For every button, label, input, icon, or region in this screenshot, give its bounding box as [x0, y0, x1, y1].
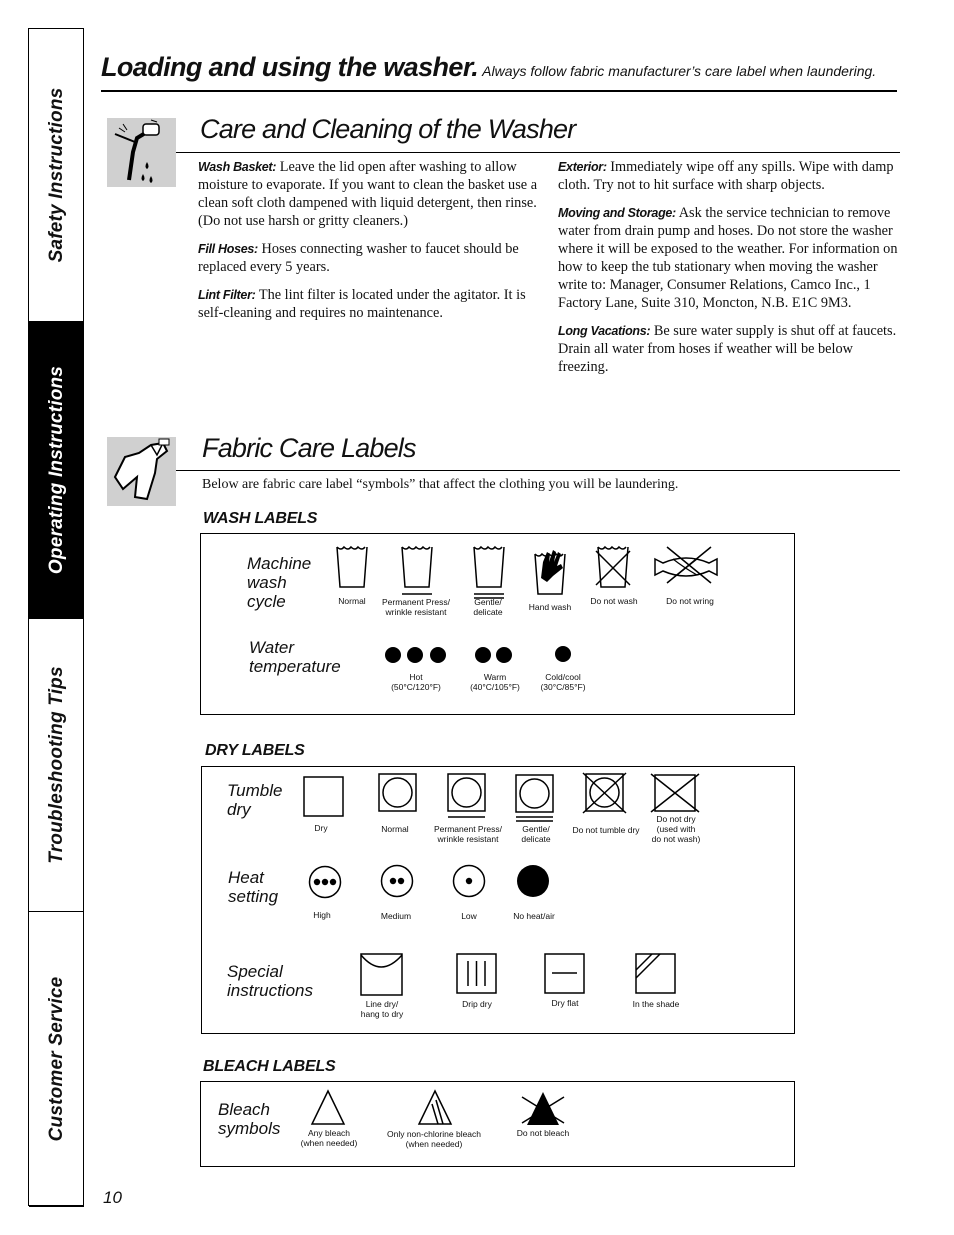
fill-hoses-label: Fill Hoses:: [198, 242, 258, 256]
exterior-label: Exterior:: [558, 160, 607, 174]
caption-do-not-dry: Do not dry (used with do not wash): [651, 814, 701, 844]
fabric-section-title: Fabric Care Labels: [202, 433, 416, 463]
hand-wash-icon: [533, 548, 567, 594]
lint-filter-paragraph: [198, 286, 542, 322]
caption-tumble-permanent-press: Permanent Press/ wrinkle resistant: [433, 824, 503, 844]
tab-customer-service[interactable]: [29, 912, 84, 1207]
warm-temperature-icon: [474, 645, 514, 665]
dry-flat-icon: [544, 953, 586, 995]
moving-label: Moving and Storage:: [558, 206, 676, 220]
washer-cleaning-icon: [107, 118, 176, 187]
vacations-text: Be sure water supply is shut off at faucets. Drain all water from hoses if weather will be below freezing.: [558, 323, 897, 375]
caption-do-not-bleach: Do not bleach: [516, 1128, 570, 1138]
tumble-normal-icon: [378, 773, 418, 813]
any-bleach-icon: [311, 1090, 345, 1126]
caption-do-not-tumble-dry: Do not tumble dry: [572, 825, 640, 835]
caption-heat-medium: Medium: [380, 911, 412, 921]
caption-heat-high: High: [313, 910, 331, 920]
hot-temperature-icon: [384, 645, 448, 665]
cold-temperature-icon: [554, 645, 574, 665]
caption-drip-dry: Drip dry: [462, 999, 492, 1009]
sidebar-divider: [83, 28, 84, 1206]
shirt-label-icon: [107, 437, 176, 506]
machine-wash-cycle-label: Machine wash cycle: [247, 554, 312, 611]
caption-non-chlorine-bleach: Only non-chlorine bleach (when needed): [386, 1129, 482, 1149]
caption-hot: Hot (50°C/120°F): [391, 672, 441, 692]
lint-filter-label: Lint Filter:: [198, 288, 256, 302]
wash-permanent-press-icon: [400, 545, 434, 591]
page-title: [101, 52, 876, 83]
page-subtitle: Always follow fabric manufacturer’s care label when laundering.: [482, 63, 877, 79]
drip-dry-icon: [456, 953, 498, 995]
caption-hand-wash: Hand wash: [528, 602, 572, 612]
tab-label: Safety Instructions: [45, 87, 67, 263]
wash-basket-paragraph: [198, 158, 542, 230]
fill-hoses-text: Hoses connecting washer to faucet should be replaced every 5 years.: [198, 241, 519, 275]
tumble-permanent-press-icon: [447, 773, 487, 819]
caption-warm: Warm (40°C/105°F): [470, 672, 520, 692]
tab-troubleshooting-tips[interactable]: [29, 619, 84, 912]
do-not-bleach-icon: [520, 1091, 566, 1127]
do-not-tumble-dry-icon: [583, 773, 627, 815]
caption-dry-in-shade: In the shade: [632, 999, 680, 1009]
care-section-title: Care and Cleaning of the Washer: [200, 114, 576, 144]
moving-paragraph: [558, 204, 904, 312]
tab-safety-instructions[interactable]: [29, 29, 84, 322]
water-temperature-label: Water temperature: [249, 638, 341, 676]
tab-label: Customer Service: [45, 976, 67, 1142]
bleach-labels-panel: [200, 1081, 795, 1167]
caption-permanent-press: Permanent Press/ wrinkle resistant: [381, 597, 451, 617]
heat-high-icon: [308, 865, 342, 899]
caption-line-dry: Line dry/ hang to dry: [360, 999, 404, 1019]
do-not-dry-icon: [651, 774, 701, 814]
tumble-dry-label: Tumble dry: [227, 781, 283, 819]
caption-tumble-gentle: Gentle/ delicate: [521, 824, 551, 844]
do-not-wash-icon: [596, 545, 630, 591]
do-not-wring-icon: [653, 545, 719, 585]
page-title-text: Loading and using the washer.: [101, 52, 479, 82]
caption-dry: Dry: [314, 823, 328, 833]
wash-gentle-icon: [472, 545, 506, 591]
tumble-dry-icon: [303, 776, 345, 818]
wash-basket-label: Wash Basket:: [198, 160, 277, 174]
exterior-text: Immediately wipe off any spills. Wipe with damp cloth. Try not to hit surface with sharp objects.: [558, 159, 894, 193]
dry-in-shade-icon: [635, 953, 677, 995]
dry-labels-heading: DRY LABELS: [205, 742, 305, 759]
wash-labels-heading: WASH LABELS: [203, 510, 318, 527]
caption-heat-none: No heat/air: [513, 911, 555, 921]
fabric-intro: Below are fabric care label “symbols” that affect the clothing you will be laundering.: [202, 477, 679, 492]
tab-operating-instructions[interactable]: [29, 322, 84, 619]
caption-gentle: Gentle/ delicate: [473, 597, 503, 617]
heat-setting-label: Heat setting: [228, 868, 279, 906]
wash-normal-icon: [335, 545, 369, 591]
wash-basket-text: Leave the lid open after washing to allow moisture to evaporate. If you want to clean the basket use a clean soft cloth dampened with liquid detergent, then rinse. (Do not use harsh or gritty cleaners.): [198, 159, 538, 229]
bleach-labels-heading: BLEACH LABELS: [203, 1058, 336, 1075]
heat-none-icon: [517, 865, 551, 899]
caption-cold: Cold/cool (30°C/85°F): [540, 672, 586, 692]
line-dry-icon: [360, 953, 404, 997]
care-right-column: [558, 158, 904, 386]
side-tab-bar: [28, 28, 83, 1206]
caption-do-not-wash: Do not wash: [590, 596, 638, 606]
bleach-symbols-label: Bleach symbols: [218, 1100, 281, 1138]
care-section-rule: [176, 152, 900, 153]
tumble-gentle-icon: [515, 774, 555, 824]
vacations-label: Long Vacations:: [558, 324, 651, 338]
page-number: 10: [103, 1188, 122, 1207]
caption-do-not-wring: Do not wring: [666, 596, 714, 606]
fill-hoses-paragraph: [198, 240, 542, 276]
special-instructions-label: Special instructions: [227, 962, 313, 1000]
tab-label: Operating Instructions: [45, 365, 67, 575]
vacations-paragraph: [558, 322, 904, 376]
tab-label: Troubleshooting Tips: [45, 666, 67, 864]
caption-heat-low: Low: [461, 911, 477, 921]
caption-normal: Normal: [338, 596, 366, 606]
title-rule: [101, 90, 897, 92]
moving-text: Ask the service technician to remove water from drain pump and hoses. Do not store the washer where it will be exposed to the weather. For information on how to keep the tub stationary when moving the washer write to: Manager, Consumer Relations, Camco Inc., 1 Factory Lane, Suite 310, Moncton, N.B. E1C 9M3.: [558, 205, 898, 311]
exterior-paragraph: [558, 158, 904, 194]
heat-low-icon: [453, 865, 487, 899]
caption-dry-flat: Dry flat: [551, 998, 579, 1008]
caption-tumble-normal: Normal: [381, 824, 409, 834]
fabric-section-rule: [176, 470, 900, 471]
lint-filter-text: The lint filter is located under the agitator. It is self-cleaning and requires no maintenance.: [198, 287, 526, 321]
heat-medium-icon: [381, 865, 415, 899]
non-chlorine-bleach-icon: [418, 1090, 452, 1126]
caption-any-bleach: Any bleach (when needed): [300, 1128, 358, 1148]
care-left-column: [198, 158, 542, 332]
